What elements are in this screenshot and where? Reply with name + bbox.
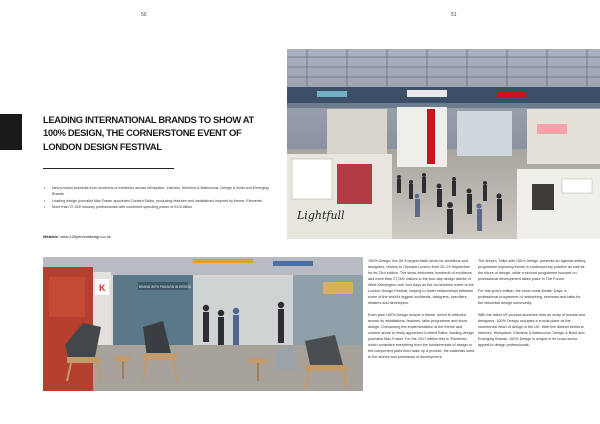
body-column-2 xyxy=(478,258,586,354)
headline: LEADING INTERNATIONAL BRANDS TO SHOW AT 100% DESIGN, THE CORNERSTONE EVENT OF LONDON DESIGN FESTIVAL xyxy=(43,114,254,152)
highlight-item: • Leading design journalist Max Fraser appointed Content Editor, producing features and installations inspired by theme, Elements xyxy=(43,198,273,204)
side-tab-marker xyxy=(0,114,22,150)
website-label: Website: xyxy=(43,234,60,239)
body-paragraph: The show's 'Talks with 100% Design' presents an agenda-setting programme exploring trends in contemporary practice as well as the future of design, while a second programme focused on professional development takes place in The Forum. xyxy=(478,259,586,281)
body-paragraph: With the latest UK product launches from an array of brands and designers, 100% Design occupies a crucial place as the commercial heart of design in the UK. With five distinct sections, Interiors, Workplace, Kitchens & Bathrooms, Design & Build and Emerging Brands, 100% Design is unique in its cross-sector appeal to design professionals. xyxy=(478,313,585,347)
stand-sign-text: Lightfull xyxy=(297,209,345,222)
highlight-item: • More than 27,000 industry professionals with combined spending power of £3.8 billion xyxy=(43,204,273,210)
website-link[interactable]: www.100percentdesign.co.uk xyxy=(60,234,111,239)
stand-sign-text: BRAND WITH PASSION IN DESIGN xyxy=(139,285,192,289)
page-number-left: 50 xyxy=(141,12,147,18)
exhibition-stand-photo xyxy=(43,257,363,391)
body-paragraph: Each year 100% Design adopts a theme, which is reflected across its installations, features, talks programme and show design. Overseeing the implementation of the theme and content areas is newly appointed Content Editor, leading design journalist Max Fraser. For the 2017 edition this is 'Elements', which considers everything from the fundamentals of design to the component parts that make up a product, the materials used to the stories and processes of development. xyxy=(368,313,475,359)
highlight-item: • New product launches from hundreds of exhibitors across Workplace, Interiors, Kitchens & Bathrooms, Design & Build and Emerging Brands xyxy=(43,185,273,198)
page-number-right: 51 xyxy=(451,12,457,18)
headline-rule xyxy=(43,168,174,169)
body-paragraph: For this year's edition, the show hosts Dealer Days: a professional programme of networking, seminars and talks for the influential design community. xyxy=(478,289,581,305)
body-paragraph: 100% Design, the UK's largest trade show for architects and designers, returns to Olympia London from 20–23 September for its 23rd edition. The show welcomes hundreds of exhibitors and more than 27,000 visitors to the four-day design district of West Kensington over four days as the cornerstone event of the London Design Festival, helping to foster relationships between some of the world's biggest architects, designers, specifiers, retailers and developers. xyxy=(368,259,474,305)
exhibition-hall-photo xyxy=(287,49,600,239)
highlights-list xyxy=(43,185,273,210)
body-column-1 xyxy=(368,258,475,366)
svg-text:K: K xyxy=(99,283,106,293)
website-line xyxy=(43,234,111,239)
